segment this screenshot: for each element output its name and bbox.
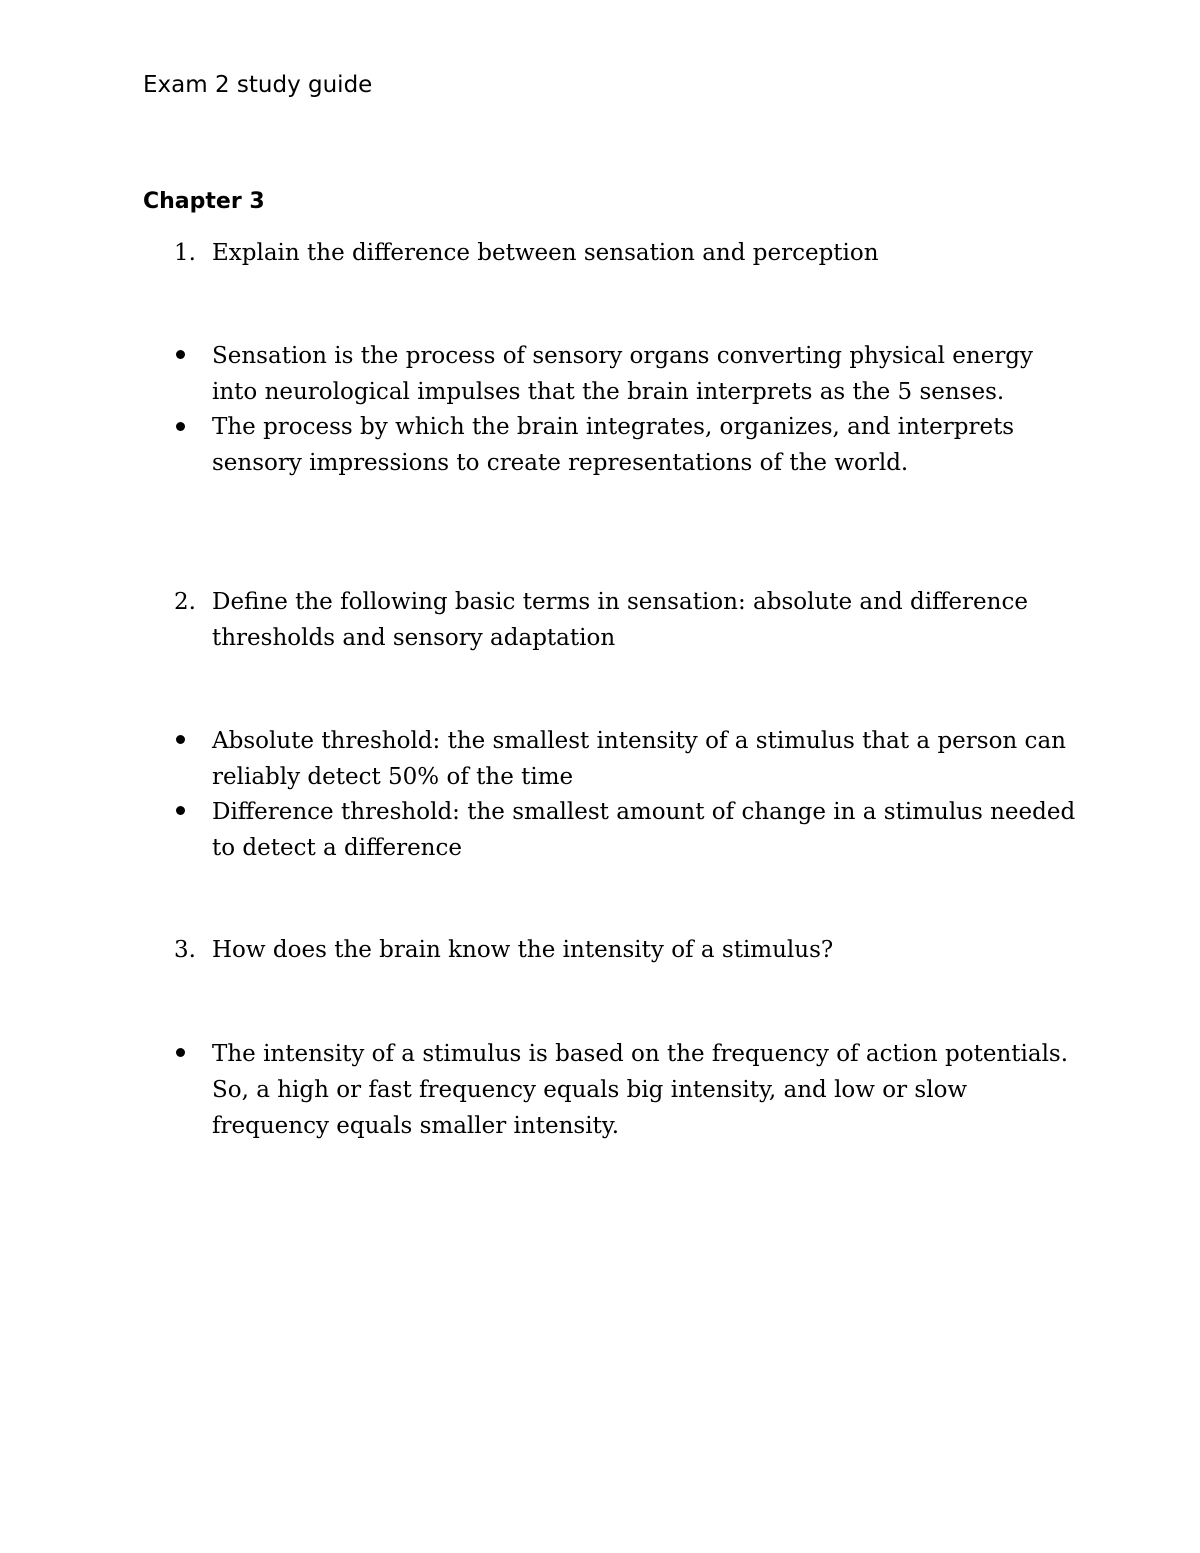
question-text: Explain the difference between sensation and perception xyxy=(212,240,879,266)
answer-item: Sensation is the process of sensory organs converting physical energy into neurological impulses that the brain interprets as the 5 senses. xyxy=(212,343,1034,405)
answer-item: The process by which the brain integrates, organizes, and interprets sensory impressions to create representations of the world. xyxy=(212,414,1015,476)
answer-item: Absolute threshold: the smallest intensity of a stimulus that a person can reliably detect 50% of the time xyxy=(212,728,1066,790)
question-number: 1. xyxy=(174,240,196,266)
bullet-icon xyxy=(176,735,185,744)
bullet-icon xyxy=(176,806,185,815)
question-number: 2. xyxy=(174,589,196,615)
answer-item: Difference threshold: the smallest amount of change in a stimulus needed to detect a difference xyxy=(212,799,1076,861)
bullet-icon xyxy=(176,350,185,359)
bullet-icon xyxy=(176,1048,185,1057)
answer-item: The intensity of a stimulus is based on the frequency of action potentials. So, a high or fast frequency equals big intensity, and low or slow frequency equals smaller intensity. xyxy=(212,1041,1069,1139)
question-text: Define the following basic terms in sensation: absolute and difference thresholds and sensory adaptation xyxy=(212,589,1028,651)
question-number: 3. xyxy=(174,937,196,963)
question-text: How does the brain know the intensity of a stimulus? xyxy=(212,937,834,963)
chapter-heading: Chapter 3 xyxy=(143,189,265,214)
bullet-icon xyxy=(176,422,185,431)
document-title: Exam 2 study guide xyxy=(143,72,373,98)
